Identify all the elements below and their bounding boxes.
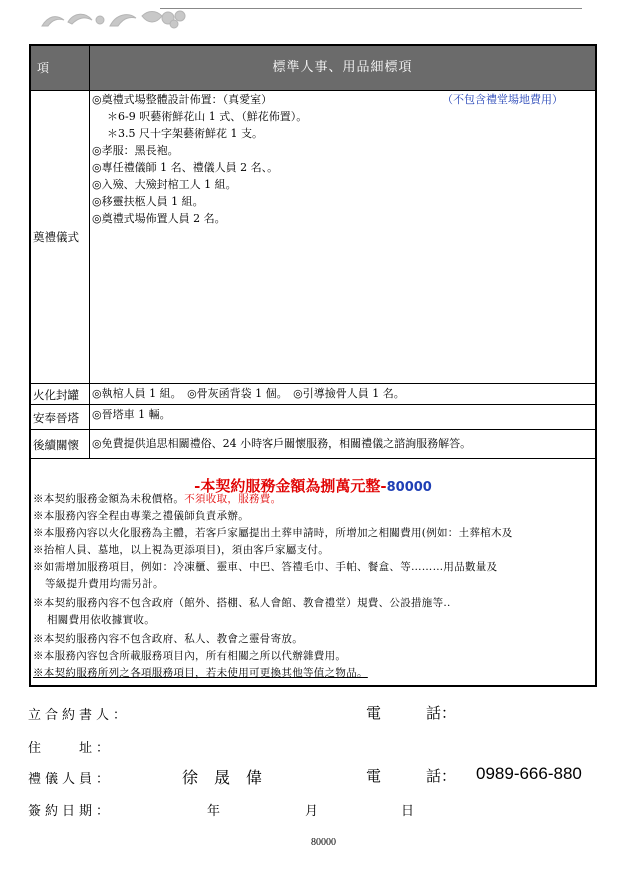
placement-content bbox=[91, 405, 595, 429]
row-label-funeral bbox=[31, 91, 90, 383]
note-line: ※本服務內容以火化服務為主體，若客戶家屬提出土葬申請時，所增加之相關費用(例如：土葬棺木及 bbox=[33, 527, 513, 539]
staff-phone: 0989-666-880 bbox=[476, 764, 582, 783]
address-label: 住 址： bbox=[28, 741, 114, 756]
funeral-line: ＊6-9 呎藝術鮮花山 1 式、（鮮花佈置）。 bbox=[107, 110, 308, 123]
note-text: ※本契約服務金額為未稅價格。 bbox=[33, 493, 185, 505]
funeral-note: （不包含禮堂場地費用） bbox=[442, 93, 563, 106]
funeral-line: ◎奠禮式場佈置人員 2 名。 bbox=[92, 212, 226, 225]
funeral-content bbox=[91, 91, 595, 383]
aftercare-text: ◎免費提供追思相關禮俗、24 小時客戶關懷服務，相關禮儀之諮詢服務解答。 bbox=[92, 437, 472, 450]
headline-amount: 80000 bbox=[386, 480, 432, 495]
note-line: ※本服務內容全程由專業之禮儀師負責承辦。 bbox=[33, 510, 249, 522]
note-line: 等級提升費用均需另計。 bbox=[45, 578, 164, 590]
funeral-line: ◎孝服：黑長袍。 bbox=[92, 144, 179, 157]
note-line: ※抬棺人員、墓地，以上視為更添項目)，須由客戶家屬支付。 bbox=[33, 544, 329, 556]
note-line: ※本契約服務內容不包含政府、私人、教會之靈骨寄放。 bbox=[33, 633, 303, 645]
note-line: ※本契約服務所列之各項服務項目，若未使用可更換其他等值之物品。 bbox=[33, 667, 368, 679]
note-highlight: 不須收取，服務費。 bbox=[184, 493, 282, 505]
row-label-placement bbox=[31, 405, 90, 429]
aftercare-label: 後續關懷 bbox=[33, 438, 79, 452]
funeral-line: ＊3.5 尺十字架藝術鮮花 1 支。 bbox=[107, 127, 263, 140]
staff-name: 徐 晟 偉 bbox=[182, 768, 263, 787]
phone-label: 電 話： bbox=[366, 704, 457, 722]
row-cremation bbox=[31, 384, 595, 405]
note-line: ※本契約服務內容不包含政府（館外、搭棚、私人會館、教會禮堂）規費、公設措施等.. bbox=[33, 597, 451, 609]
staff-label: 禮儀人員： bbox=[28, 772, 114, 787]
row-aftercare bbox=[31, 430, 595, 459]
note-line: ※如需增加服務項目，例如：冷凍櫃、靈車、中巴、答禮毛巾、手帕、餐盒、等………用品數量及 bbox=[33, 561, 498, 573]
header-item-label: 項目 bbox=[31, 46, 90, 90]
row-placement bbox=[31, 405, 595, 430]
funeral-line: ◎入殮、大殮封棺工人 1 組。 bbox=[92, 178, 237, 191]
service-table bbox=[29, 44, 597, 687]
page-code: 80000 bbox=[311, 837, 336, 848]
month-label: 月 bbox=[305, 804, 319, 819]
signing-date-label: 簽約日期： bbox=[28, 804, 114, 819]
header-rule bbox=[160, 8, 582, 9]
cremation-label: 火化封罐 bbox=[33, 388, 79, 402]
placement-label: 安奉晉塔 bbox=[33, 411, 79, 425]
contractor-label: 立合約書人： bbox=[28, 708, 131, 723]
funeral-line: ◎專任禮儀師 1 名、禮儀人員 2 名、。 bbox=[92, 161, 279, 174]
phone-label-staff: 電 話： bbox=[366, 767, 457, 785]
header-title: 標準人事、用品細標項 bbox=[272, 60, 413, 75]
row-funeral-ceremony bbox=[31, 91, 595, 384]
note-line: 相關費用依收據實收。 bbox=[47, 614, 155, 626]
placement-text: ◎晉塔車 1 輛。 bbox=[92, 408, 171, 421]
funeral-line: ◎奠禮式場整體設計佈置：（真愛室） bbox=[92, 93, 273, 106]
note-line bbox=[33, 492, 281, 506]
aftercare-content bbox=[91, 430, 595, 458]
day-label: 日 bbox=[401, 804, 415, 819]
headline-dash: - bbox=[380, 477, 387, 495]
cremation-content bbox=[91, 384, 595, 404]
headline-text: 本契約服務金額為捌萬元整 bbox=[200, 477, 381, 495]
cremation-text: ◎執棺人員 1 組。 ◎骨灰函背袋 1 個。 ◎引導撿骨人員 1 名。 bbox=[92, 387, 405, 400]
note-line: ※本服務內容包含所載服務項目內，所有相關之所以代辦雜費用。 bbox=[33, 650, 347, 662]
funeral-line: ◎移靈扶柩人員 1 組。 bbox=[92, 195, 204, 208]
row-label-cremation bbox=[31, 384, 90, 404]
year-label: 年 bbox=[207, 804, 221, 819]
contract-notes bbox=[31, 459, 595, 685]
row-label-aftercare bbox=[31, 430, 90, 458]
funeral-label: 奠禮儀式 bbox=[33, 230, 79, 244]
headline-dash: - bbox=[194, 477, 201, 495]
